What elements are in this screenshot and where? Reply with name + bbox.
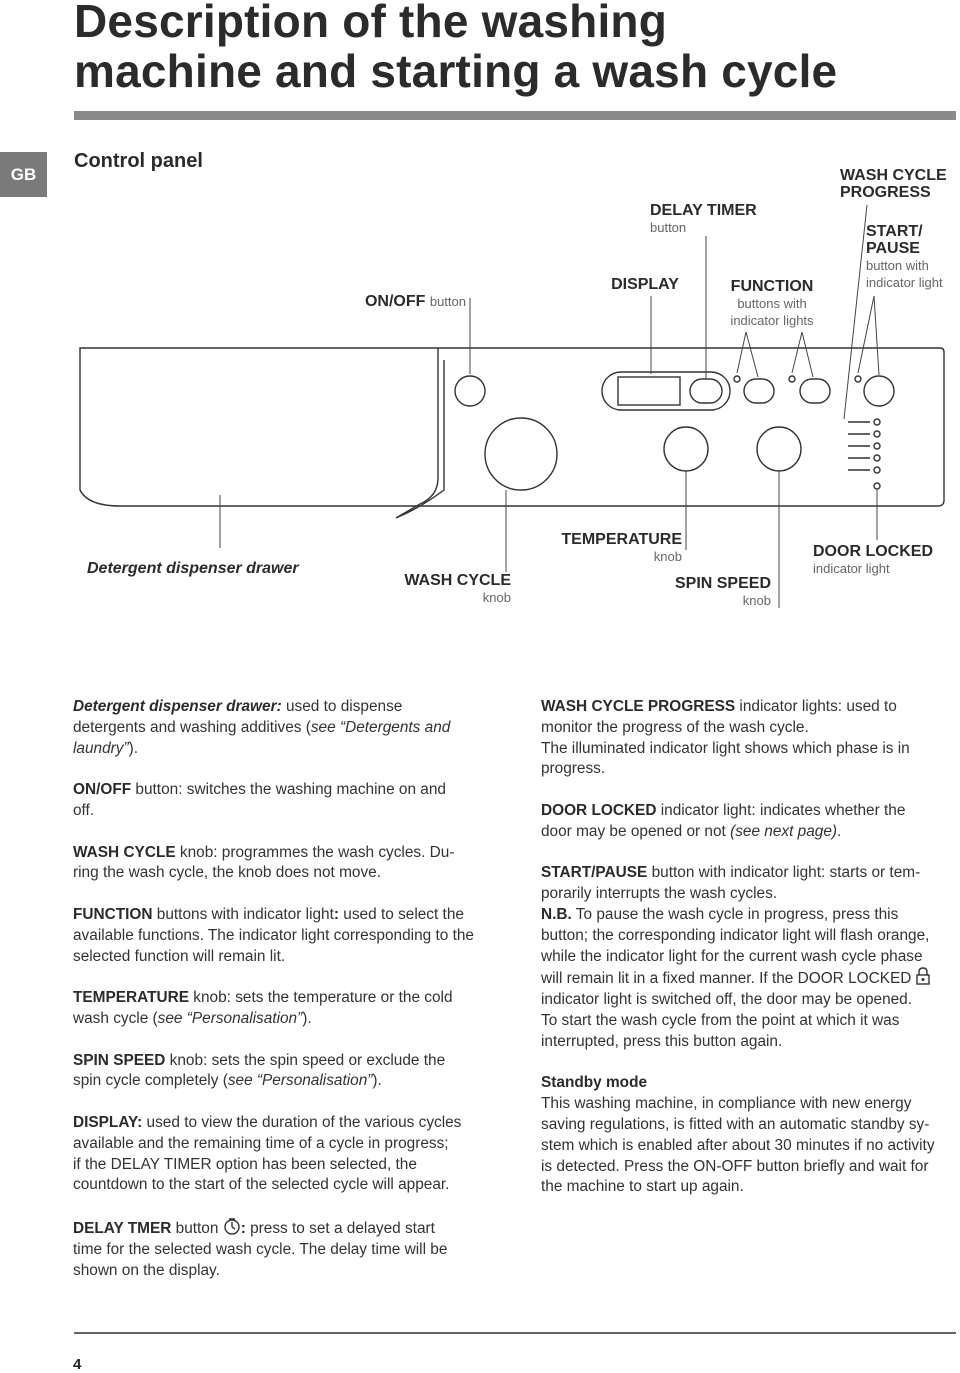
language-tab: GB (0, 152, 47, 197)
title-line-1: Description of the washing (74, 0, 668, 47)
delay-timer-label (650, 202, 790, 236)
right-column-progress-l2: monitor the progress of the wash cycle. (541, 718, 809, 736)
right-column-progress-bold: WASH CYCLE PROGRESS (541, 698, 736, 715)
left-column-function-l2: available functions. The indicator light corresponding to the (73, 926, 474, 944)
right-column (541, 697, 956, 1219)
function-label (712, 278, 832, 329)
left-column-wash-cycle-l1: knob: programmes the wash cycles. Du- (175, 843, 455, 861)
onoff-label-name: ON/OFF (364, 293, 426, 310)
door-lock-icon (914, 967, 932, 985)
left-column-delay-bold: DELAY TMER (73, 1219, 172, 1237)
right-column-door-l2a: door may be opened or not (541, 822, 731, 840)
door-locked-label (813, 543, 953, 577)
onoff-label-desc: button (429, 294, 466, 309)
panel-outline (80, 348, 944, 506)
progress-label (840, 167, 960, 201)
left-column (73, 697, 513, 1302)
display-housing (602, 372, 730, 410)
right-column-start-bold: START/PAUSE (541, 864, 648, 882)
left-column-drawer-bold: Detergent dispenser drawer: (73, 698, 282, 715)
temperature-knob-shape (664, 427, 708, 471)
temperature-label (540, 531, 682, 565)
drawer-description (73, 697, 513, 759)
progress-label-name2: PROGRESS (840, 184, 931, 201)
right-column-start-l3: To pause the wash cycle in progress, press this (571, 905, 899, 923)
left-column-display-l4: countdown to the start of the selected cycle will appear. (73, 1176, 450, 1194)
start-pause-label (866, 223, 960, 291)
left-column-function-l1c: used to select the (339, 905, 464, 923)
spin-speed-label-name: SPIN SPEED (674, 575, 771, 592)
start-pause-led (855, 376, 861, 382)
left-column-wash-cycle-bold: WASH CYCLE (73, 843, 176, 861)
spin-speed-label-desc: knob (742, 593, 771, 608)
right-column-progress-l4: progress. (541, 760, 606, 778)
standby-description (541, 1073, 956, 1198)
drawer-label-name: Detergent dispenser drawer (87, 560, 299, 577)
right-column-start-l4: button; the corresponding indicator light will flash orange, (541, 926, 930, 944)
right-column-standby-l3: stem which is enabled after about 30 minutes if no activity (541, 1136, 935, 1154)
right-column-start-nb: N.B. (541, 905, 572, 923)
door-locked-led (874, 483, 880, 489)
wash-cycle-label-desc: knob (482, 590, 511, 605)
onoff-button-shape (455, 376, 485, 406)
spin-speed-knob-shape (757, 427, 801, 471)
right-column-standby-heading: Standby mode (541, 1074, 648, 1092)
left-column-delay-l2: time for the selected wash cycle. The delay time will be (73, 1240, 448, 1258)
start-pause-label-desc2: indicator light (866, 275, 943, 290)
delay-timer-label-name: DELAY TIMER (650, 202, 757, 219)
left-column-display-l3: if the DELAY TIMER option has been selected, the (73, 1155, 417, 1173)
spin-speed-description (73, 1051, 513, 1093)
start-pause-label-name1: START/ (866, 223, 923, 240)
right-column-door-l1: indicator light: indicates whether the (656, 801, 906, 819)
left-column-delay-l1c: press to set a delayed start (245, 1219, 435, 1237)
drawer-label (87, 560, 347, 577)
right-column-standby-l1: This washing machine, in compliance with new energy (541, 1095, 912, 1113)
left-column-delay-l1b: : (240, 1219, 246, 1237)
left-column-function-l3: selected function will remain lit. (73, 947, 286, 965)
left-column-onoff-l2: off. (73, 801, 95, 819)
delay-timer-label-desc: button (650, 220, 687, 235)
spin-speed-label (640, 575, 771, 609)
right-column-start-l1: button with indicator light: starts or tem- (647, 864, 921, 882)
left-column-function-bold: FUNCTION (73, 905, 153, 923)
function-button-2 (800, 379, 830, 403)
right-column-standby-l5: the machine to start up again. (541, 1178, 744, 1196)
display-screen (618, 377, 680, 405)
progress-indicator-lights (848, 419, 880, 473)
function-led-2 (789, 376, 795, 382)
right-column-start-l6: will remain lit in a fixed manner. If the DOOR LOCKED (541, 970, 912, 988)
progress-description (541, 697, 956, 780)
start-pause-button-shape (864, 376, 894, 406)
title-line-2: machine and starting a wash cycle (74, 45, 838, 97)
left-column-onoff-bold: ON/OFF (73, 781, 132, 799)
display-label-name: DISPLAY (611, 276, 679, 293)
delay-timer-icon (223, 1217, 241, 1235)
left-column-temperature-l1: knob: sets the temperature or the cold (189, 989, 453, 1007)
door-locked-description (541, 801, 956, 843)
left-column-function-l1b: : (333, 905, 340, 923)
function-led-1 (734, 376, 740, 382)
function-label-desc2: indicator lights (730, 313, 814, 328)
left-column-delay-l1a: button (171, 1219, 223, 1237)
left-column-display-l2: available and the remaining time of a cycle in progress; (73, 1134, 449, 1152)
right-column-standby-l2: saving regulations, is fitted with an automatic standby sy- (541, 1115, 930, 1133)
function-label-name: FUNCTION (730, 278, 814, 295)
wash-cycle-label-name: WASH CYCLE (404, 572, 511, 589)
left-column-drawer-l3b: ). (128, 739, 139, 757)
right-column-start-l5: while the indicator light for the current wash cycle phase (541, 947, 923, 965)
left-column-drawer-l2a: detergents and washing additives ( (73, 718, 311, 736)
left-column-function-l1a: buttons with indicator light (152, 905, 334, 923)
left-column-spin-l2b: see “Personalisation” (227, 1072, 373, 1090)
display-description (73, 1113, 513, 1196)
right-column-progress-l1: indicator lights: used to (735, 698, 897, 715)
temperature-label-desc: knob (653, 549, 682, 564)
left-column-spin-l1: knob: sets the spin speed or exclude the (165, 1051, 446, 1069)
left-column-drawer-l3: laundry” (73, 739, 129, 757)
left-column-onoff-l1: button: switches the washing machine on and (131, 781, 446, 799)
display-label (590, 276, 700, 293)
left-column-display-l1: used to view the duration of the various cycles (142, 1113, 462, 1131)
start-pause-description (541, 863, 956, 1052)
right-column-standby-l4: is detected. Press the ON-OFF button briefly and wait for (541, 1157, 929, 1175)
right-column-progress-l3: The illuminated indicator light shows which phase is in (541, 739, 910, 757)
right-column-start-l7: indicator light is switched off, the door may be opened. (541, 991, 913, 1009)
page-number: 4 (73, 1356, 82, 1373)
left-column-temperature-bold: TEMPERATURE (73, 989, 190, 1007)
drawer-separator (396, 348, 444, 518)
right-column-door-l2b: (see next page) (730, 822, 838, 840)
right-column-door-bold: DOOR LOCKED (541, 801, 657, 819)
start-pause-label-name2: PAUSE (866, 240, 920, 257)
left-column-temperature-l2a: wash cycle ( (73, 1009, 158, 1027)
left-column-temperature-l2b: see “Personalisation” (157, 1009, 303, 1027)
left-column-wash-cycle-l2: ring the wash cycle, the knob does not move. (73, 864, 381, 882)
right-column-door-l2c: . (837, 822, 842, 840)
right-column-start-l9: interrupted, press this button again. (541, 1032, 783, 1050)
left-column-spin-bold: SPIN SPEED (73, 1051, 166, 1069)
onoff-description (73, 780, 513, 822)
left-column-temperature-l2c: ). (302, 1009, 312, 1027)
door-locked-label-name: DOOR LOCKED (813, 543, 933, 560)
left-column-display-bold: DISPLAY: (73, 1113, 143, 1131)
delay-timer-description (73, 1217, 513, 1281)
wash-cycle-knob-shape (485, 418, 557, 490)
door-locked-label-desc: indicator light (813, 561, 890, 576)
control-panel-heading: Control panel (74, 150, 203, 172)
function-label-desc1: buttons with (737, 296, 807, 311)
left-column-spin-l2a: spin cycle completely ( (73, 1072, 228, 1090)
function-description (73, 905, 513, 967)
start-pause-label-desc1: button with (866, 258, 929, 273)
onoff-label (300, 293, 466, 310)
left-column-delay-l3: shown on the display. (73, 1261, 220, 1279)
left-column-drawer-l1: used to dispense (281, 698, 403, 715)
left-column-spin-l2c: ). (372, 1072, 382, 1090)
right-column-start-l8: To start the wash cycle from the point at which it was (541, 1011, 900, 1029)
function-button-1 (744, 379, 774, 403)
wash-cycle-label (380, 572, 511, 606)
temperature-description (73, 988, 513, 1030)
left-column-drawer-l2b: see “Detergents and (310, 718, 451, 736)
wash-cycle-description (73, 843, 513, 885)
progress-label-name1: WASH CYCLE (840, 167, 947, 184)
temperature-label-name: TEMPERATURE (561, 531, 682, 548)
right-column-start-l2: porarily interrupts the wash cycles. (541, 885, 778, 903)
delay-timer-button-shape (690, 379, 722, 403)
footer-rule (74, 1332, 956, 1334)
